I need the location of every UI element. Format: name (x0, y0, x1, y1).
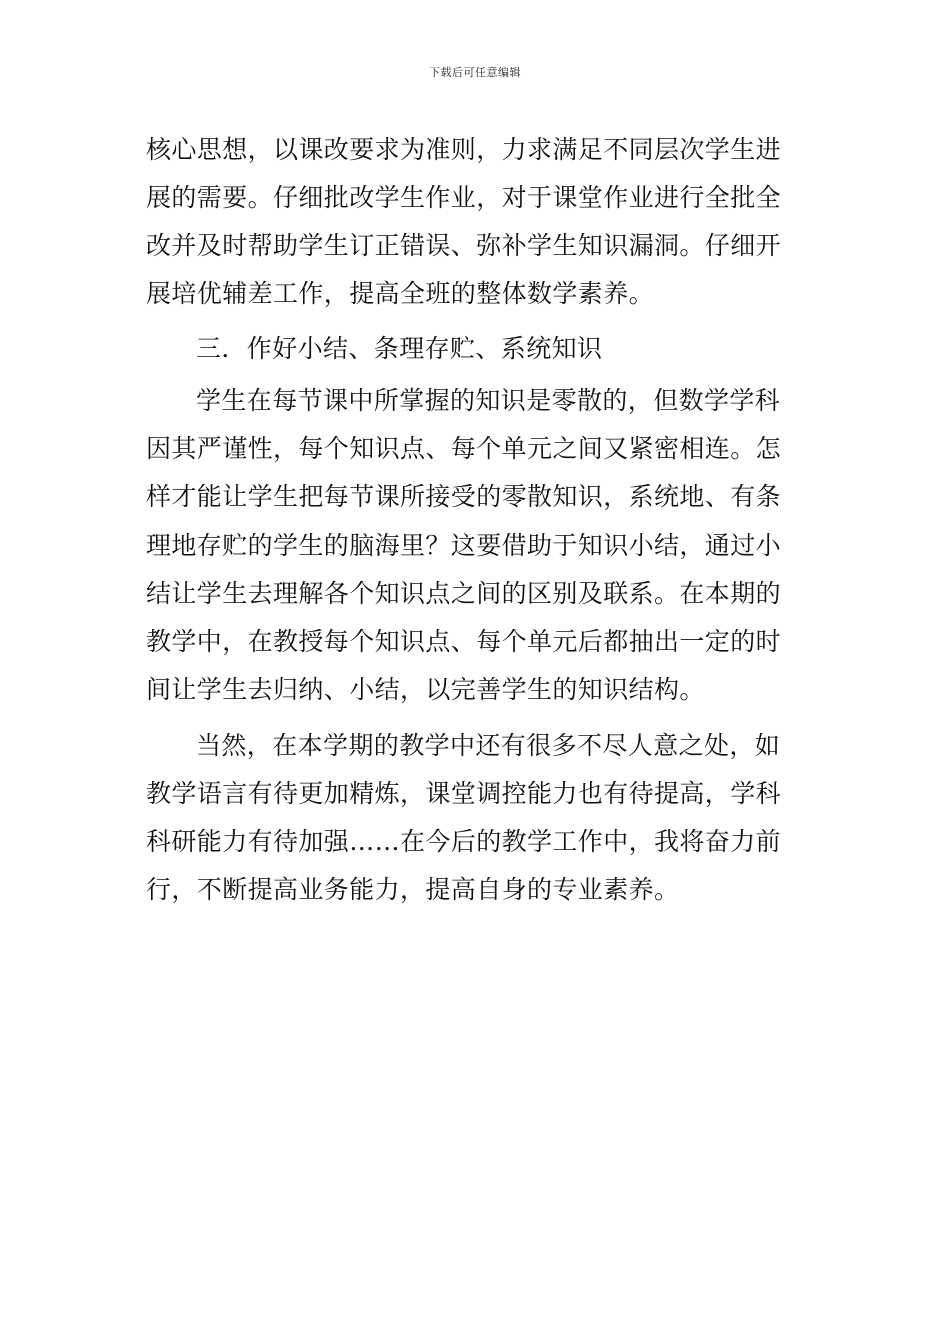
text-line: 行，不断提高业务能力，提高自身的专业素养。 (146, 875, 680, 904)
text-line: 教学语言有待更加精炼，课堂调控能力也有待提高，学科 (146, 779, 782, 808)
text-line: 理地存贮的学生的脑海里？这要借助于知识小结，通过小 (146, 531, 782, 560)
text-line: 核心思想，以课改要求为准则，力求满足不同层次学生进 (146, 135, 782, 164)
text-line: 学生在每节课中所掌握的知识是零散的，但数学学科 (196, 386, 781, 415)
text-line: 改并及时帮助学生订正错误、弥补学生知识漏洞。仔细开 (146, 231, 782, 260)
section-heading: 三．作好小结、条理存贮、系统知识 (196, 334, 603, 363)
text-line: 教学中，在教授每个知识点、每个单元后都抽出一定的时 (146, 627, 782, 656)
text-line: 科研能力有待加强……在今后的教学工作中，我将奋力前 (146, 827, 782, 856)
page-header: 下载后可任意编辑 (429, 66, 521, 79)
text-line: 当然，在本学期的教学中还有很多不尽人意之处，如 (196, 731, 781, 760)
text-line: 结让学生去理解各个知识点之间的区别及联系。在本期的 (146, 579, 782, 608)
text-line: 样才能让学生把每节课所接受的零散知识，系统地、有条 (146, 482, 782, 511)
text-line: 间让学生去归纳、小结，以完善学生的知识结构。 (146, 675, 705, 704)
text-line: 展的需要。仔细批改学生作业，对于课堂作业进行全批全 (146, 183, 782, 212)
text-line: 展培优辅差工作，提高全班的整体数学素养。 (146, 279, 655, 308)
text-line: 因其严谨性，每个知识点、每个单元之间又紧密相连。怎 (146, 434, 782, 463)
